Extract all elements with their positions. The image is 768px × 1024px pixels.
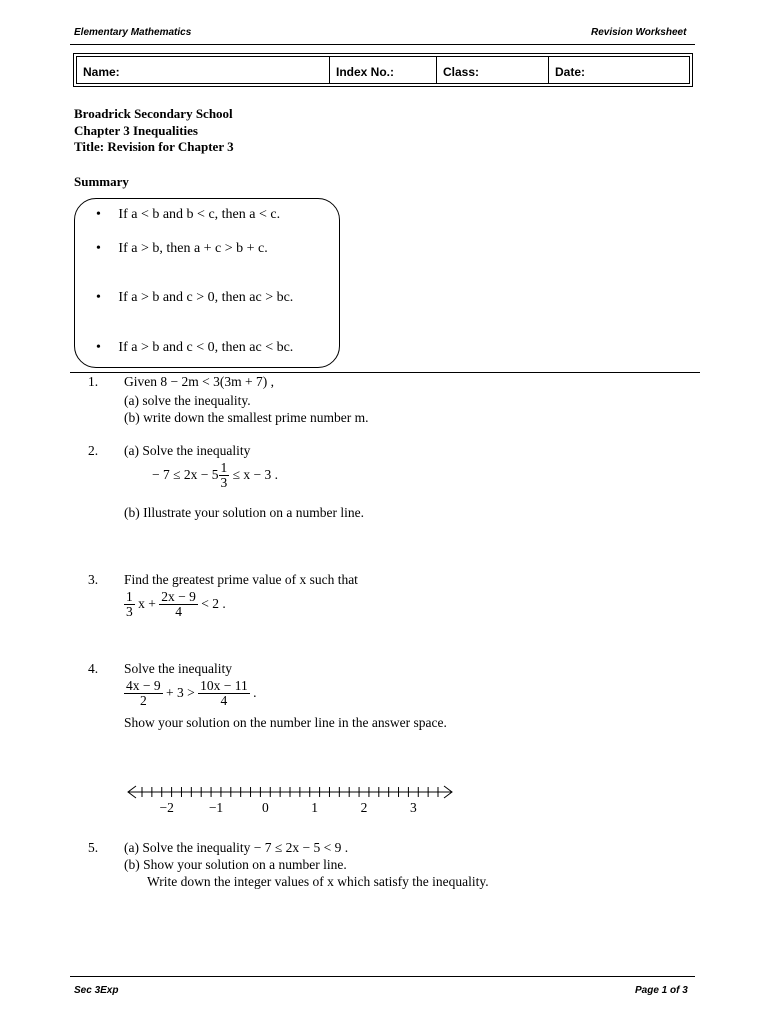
footer-right: Page 1 of 3 [635, 985, 688, 996]
index-cell[interactable]: Index No.: [330, 57, 437, 83]
q4-stem: Solve the inequality [124, 661, 232, 676]
section-rule [70, 372, 700, 373]
student-info-table [73, 53, 693, 87]
summary-heading: Summary [74, 174, 129, 189]
q1-part-a: (a) solve the inequality. [124, 393, 251, 408]
q5-part-a: (a) Solve the inequality − 7 ≤ 2x − 5 < 9 . [124, 840, 349, 855]
q5-number: 5. [88, 840, 99, 855]
q4-after: Show your solution on the number line in the answer space. [124, 715, 447, 730]
footer-left: Sec 3Exp [74, 985, 119, 996]
summary-bullet-1: • If a < b and b < c, then a < c. [96, 207, 281, 222]
q1-stem: Given 8 − 2m < 3(3m + 7) , [124, 374, 274, 389]
number-line-label: 3 [409, 800, 417, 815]
q1-part-b: (b) write down the smallest prime number m. [124, 410, 369, 425]
q2-expression: − 7 ≤ 2x − 5 $\frac{1}{3}$ ≤ x − 3 . [152, 460, 279, 491]
q2-part-a: (a) Solve the inequality [124, 443, 251, 458]
q1-number: 1. [88, 374, 99, 389]
header-rule [70, 44, 695, 45]
q2-number: 2. [88, 443, 99, 458]
number-line-label: −1 [208, 800, 224, 815]
number-line-label: −2 [159, 800, 174, 815]
number-line [120, 778, 460, 822]
summary-bullet-2: • If a > b, then a + c > b + c. [96, 241, 268, 256]
header-right: Revision Worksheet [591, 27, 687, 38]
q3-stem: Find the greatest prime value of x such that [124, 572, 358, 587]
number-line-axis [120, 778, 460, 802]
summary-bullet-4: • If a > b and c < 0, then ac < bc. [96, 340, 294, 355]
header-left: Elementary Mathematics [74, 27, 192, 38]
number-line-label: 2 [360, 800, 368, 815]
worksheet-title: Title: Revision for Chapter 3 [74, 139, 234, 154]
q5-part-b-2: Write down the integer values of x which satisfy the inequality. [147, 874, 489, 889]
q4-number: 4. [88, 661, 99, 676]
q4-expression: $\frac{4x - 9}{2}$ + 3 > $\frac{10x - 11}{4}$ . [126, 678, 257, 709]
q2-part-b: (b) Illustrate your solution on a number line. [124, 505, 364, 520]
summary-bullet-3: • If a > b and c > 0, then ac > bc. [96, 290, 294, 305]
number-line-label: 1 [311, 800, 319, 815]
footer-rule [70, 976, 695, 977]
q5-part-b: (b) Show your solution on a number line. [124, 857, 347, 872]
school-name: Broadrick Secondary School [74, 106, 233, 121]
q3-expression: $\frac{1}{3}$ x + $\frac{2x - 9}{4}$ < 2 . [126, 589, 226, 620]
q3-number: 3. [88, 572, 99, 587]
chapter-title: Chapter 3 Inequalities [74, 123, 198, 138]
class-cell[interactable]: Class: [437, 57, 549, 83]
name-cell[interactable]: Name: [77, 57, 330, 83]
date-cell[interactable]: Date: [555, 65, 586, 79]
number-line-label: 0 [261, 800, 269, 815]
